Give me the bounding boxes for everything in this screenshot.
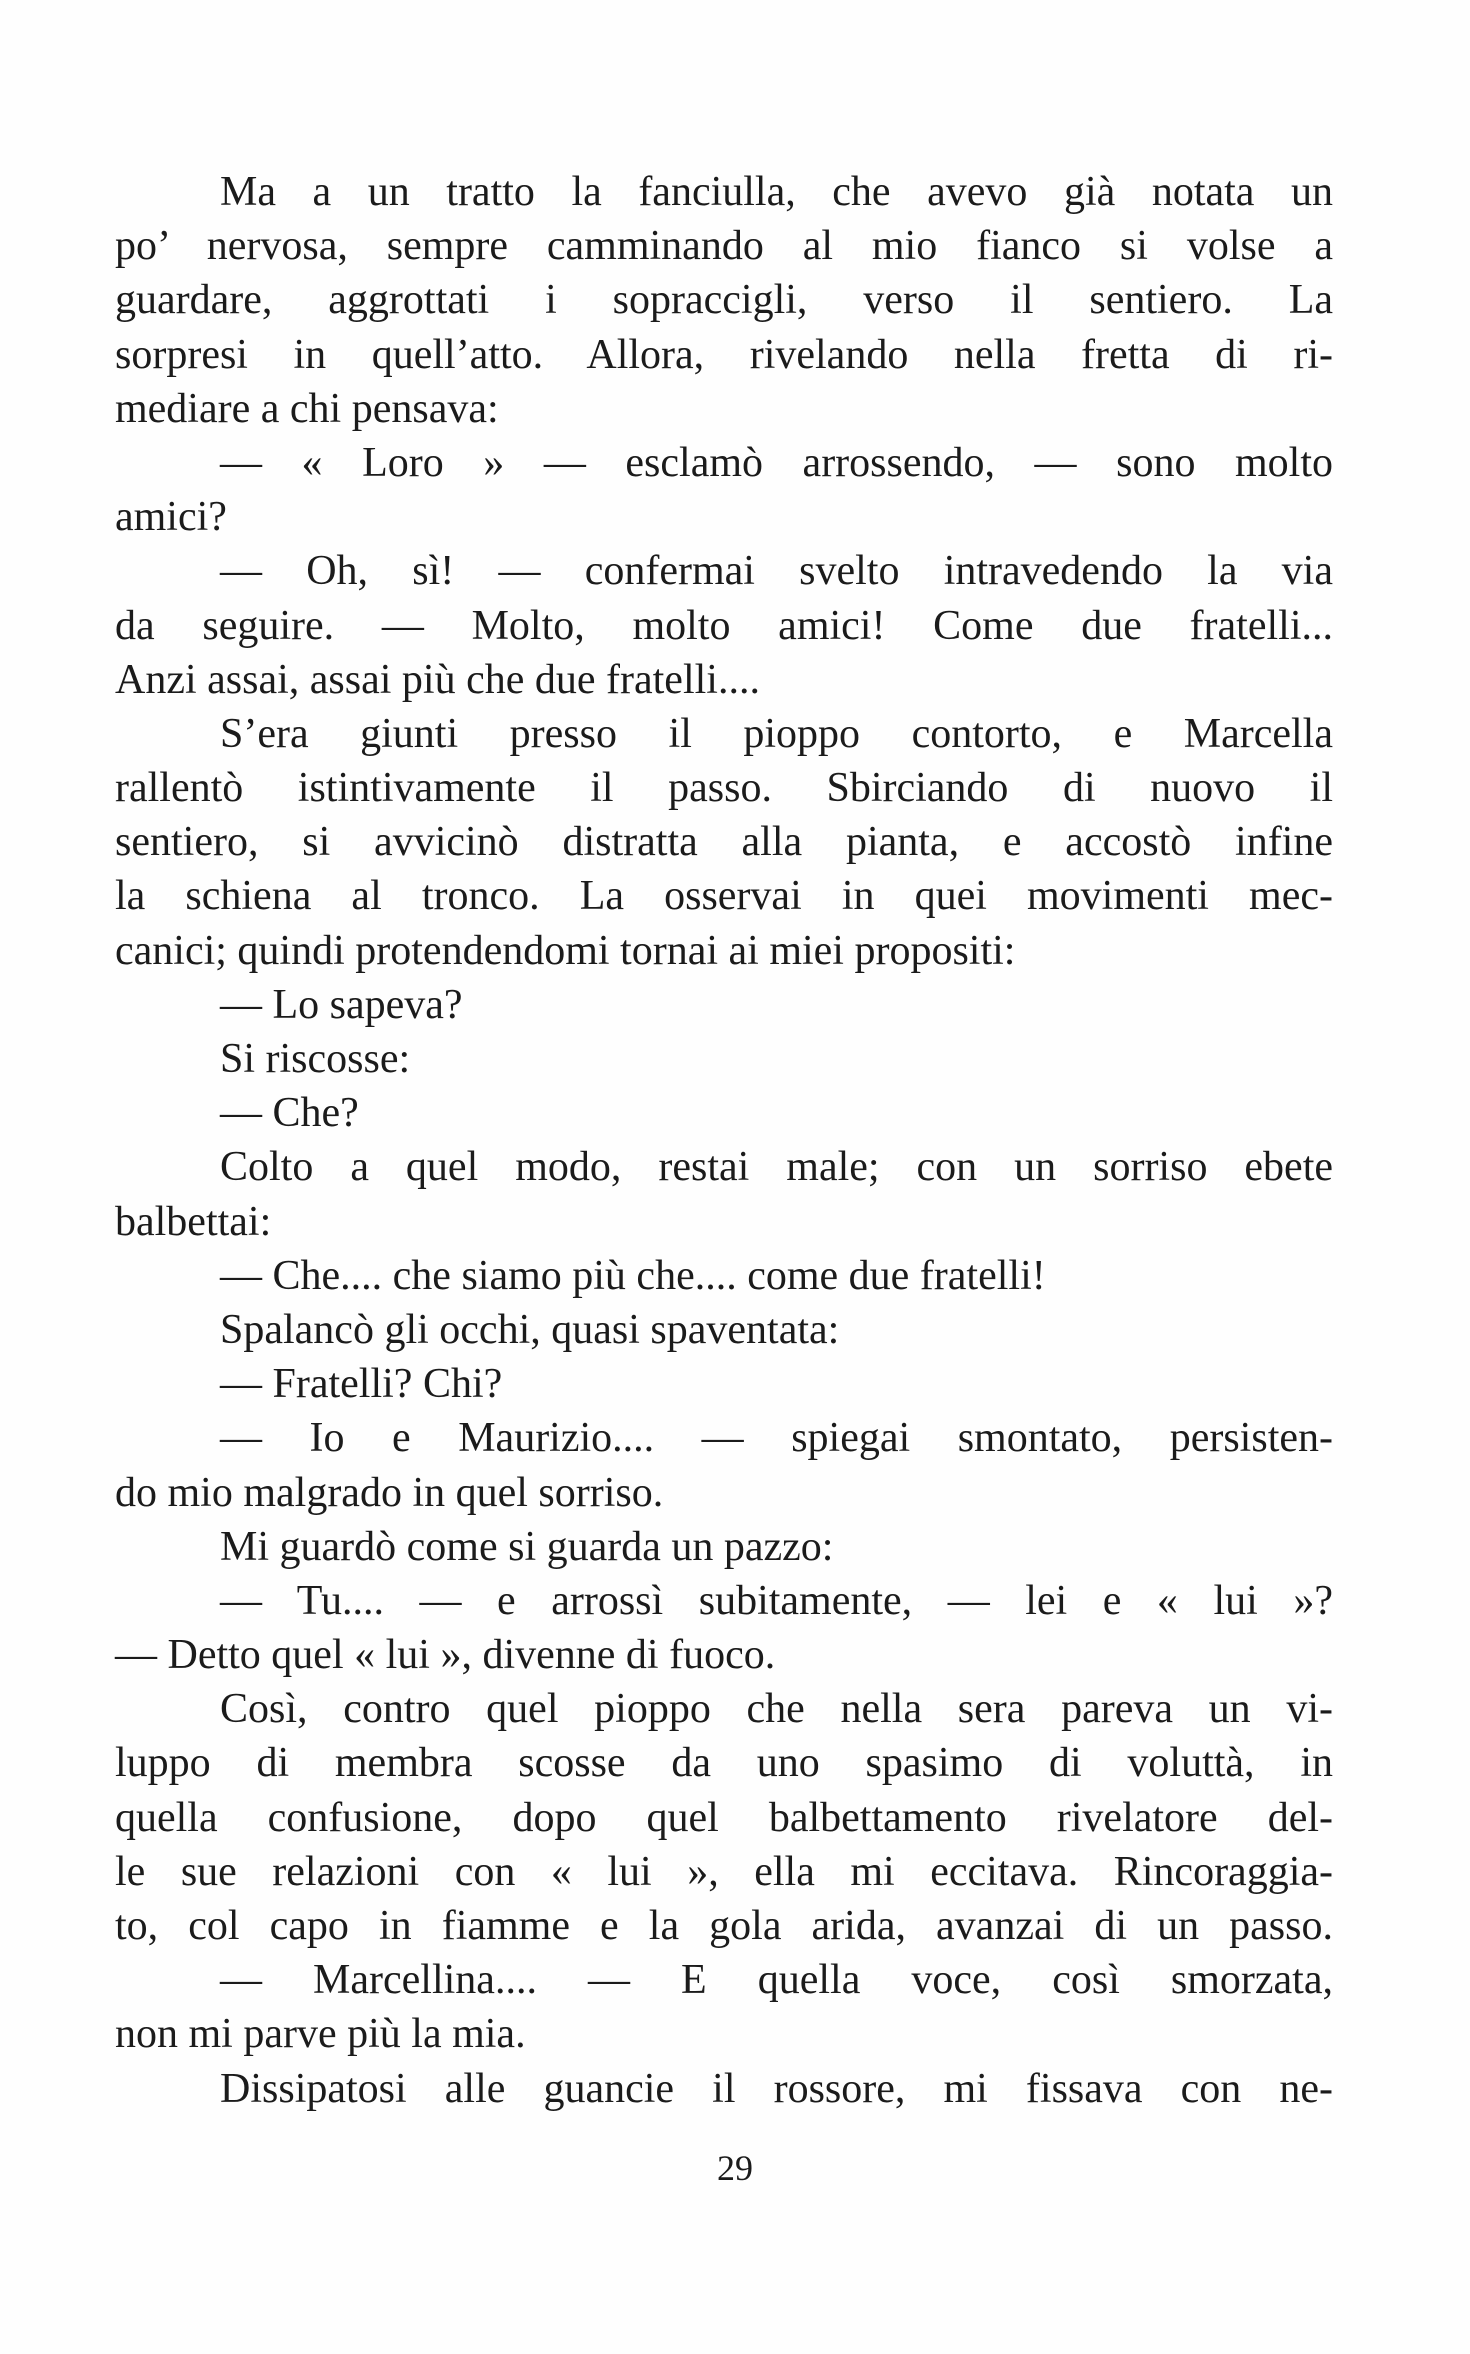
text-line: guardare, aggrottati i sopraccigli, verso il sentiero. La bbox=[115, 277, 1333, 324]
text-line: — Fratelli? Chi? bbox=[220, 1361, 503, 1408]
text-line: to, col capo in fiamme e la gola arida, avanzai di un passo. bbox=[115, 1903, 1333, 1949]
text-line: sorpresi in quell’atto. Allora, rivelando nella fretta di ri- bbox=[115, 331, 1333, 378]
text-line: la schiena al tronco. La osservai in quei movimenti mec- bbox=[115, 873, 1333, 920]
text-line: — Che.... che siamo più che.... come due fratelli! bbox=[220, 1252, 1046, 1299]
text-line: — Marcellina.... — E quella voce, così smorzata, bbox=[220, 1957, 1333, 2004]
text-line: rallentò istintivamente il passo. Sbirciando di nuovo il bbox=[115, 765, 1333, 812]
text-line: da seguire. — Molto, molto amici! Come due fratelli... bbox=[115, 602, 1333, 649]
text-line: S’era giunti presso il pioppo contorto, e Marcella bbox=[220, 710, 1333, 757]
text-line: canici; quindi protendendomi tornai ai miei propositi: bbox=[115, 927, 1016, 974]
text-line: Mi guardò come si guarda un pazzo: bbox=[220, 1523, 834, 1570]
text-line: Ma a un tratto la fanciulla, che avevo già notata un bbox=[220, 169, 1333, 215]
text-line: luppo di membra scosse da uno spasimo di voluttà, in bbox=[115, 1740, 1333, 1787]
text-line: sentiero, si avvicinò distratta alla pianta, e accostò infine bbox=[115, 819, 1333, 866]
text-line: po’ nervosa, sempre camminando al mio fianco si volse a bbox=[115, 223, 1333, 270]
text-line: quella confusione, dopo quel balbettamento rivelatore del- bbox=[115, 1794, 1333, 1841]
text-line: non mi parve più la mia. bbox=[115, 2011, 526, 2058]
body-text bbox=[115, 165, 1333, 2116]
text-line: le sue relazioni con « lui », ella mi eccitava. Rincoraggia- bbox=[115, 1848, 1333, 1895]
text-line: Colto a quel modo, restai male; con un sorriso ebete bbox=[220, 1144, 1333, 1191]
text-line: — Che? bbox=[220, 1090, 359, 1137]
text-line: — Detto quel « lui », divenne di fuoco. bbox=[115, 1632, 776, 1679]
text-line: amici? bbox=[115, 494, 227, 541]
text-line: — Io e Maurizio.... — spiegai smontato, persisten- bbox=[220, 1415, 1333, 1462]
text-line: mediare a chi pensava: bbox=[115, 385, 499, 432]
text-line: do mio malgrado in quel sorriso. bbox=[115, 1469, 664, 1516]
text-line: Dissipatosi alle guancie il rossore, mi fissava con ne- bbox=[220, 2065, 1333, 2112]
text-line: Anzi assai, assai più che due fratelli.... bbox=[115, 656, 760, 703]
text-line: — Lo sapeva? bbox=[220, 981, 463, 1028]
text-line: balbettai: bbox=[115, 1198, 272, 1245]
text-line: — Oh, sì! — confermai svelto intravedendo la via bbox=[220, 548, 1333, 595]
text-line: — « Loro » — esclamò arrossendo, — sono molto bbox=[220, 439, 1333, 486]
text-line: Si riscosse: bbox=[220, 1036, 411, 1082]
text-line: — Tu.... — e arrossì subitamente, — lei e « lui »? bbox=[220, 1577, 1333, 1624]
page-number: 29 bbox=[717, 2148, 753, 2188]
text-line: Così, contro quel pioppo che nella sera pareva un vi- bbox=[220, 1686, 1333, 1733]
text-line: Spalancò gli occhi, quasi spaventata: bbox=[220, 1306, 840, 1353]
